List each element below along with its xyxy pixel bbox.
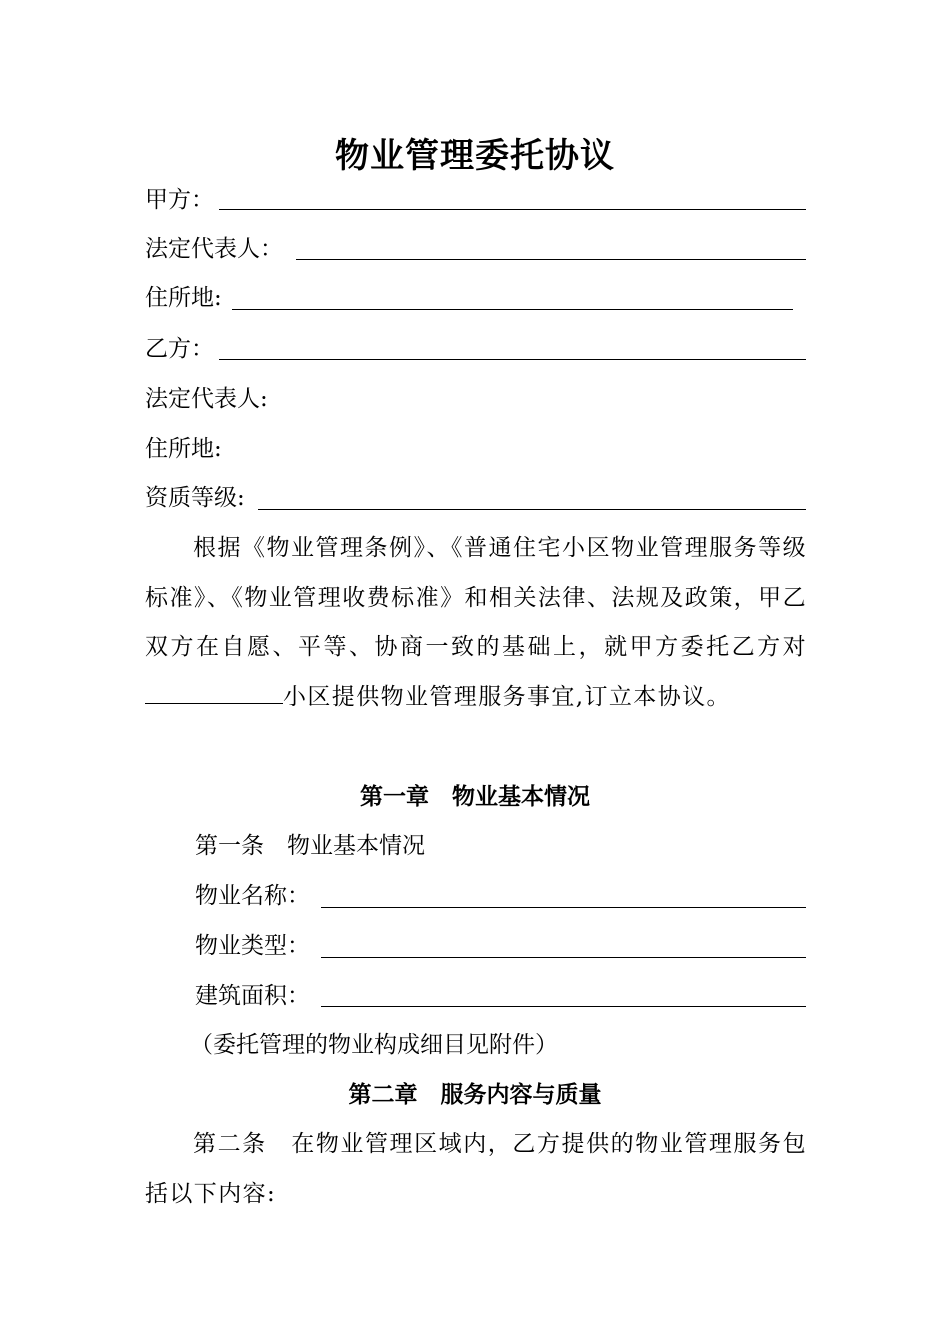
property-type-fill-line (321, 957, 806, 958)
chapter-1-heading: 第一章 物业基本情况 (360, 784, 590, 810)
party-b-rep-label: 法定代表人: (145, 386, 268, 412)
property-name-label: 物业名称： (195, 883, 310, 909)
party-b-label: 乙方： (145, 336, 214, 362)
party-a-label: 甲方： (145, 187, 214, 213)
community-name-blank (145, 681, 283, 704)
property-name-fill-line (321, 907, 806, 908)
party-a-address-fill-line (232, 309, 793, 310)
party-a-rep-label: 法定代表人： (145, 236, 283, 262)
article-1-heading: 第一条 物业基本情况 (195, 833, 425, 859)
chapter-2-heading: 第二章 服务内容与质量 (348, 1082, 602, 1108)
intro-text-part1: 根据《物业管理条例》、《普通住宅小区物业管理服务等级标准》、《物业管理收费标准》和相关法律、法规及政策，甲乙双方在自愿、平等、协商一致的基础上，就甲方委托乙方对 (145, 535, 807, 661)
qualification-fill-line (258, 509, 806, 510)
building-area-label: 建筑面积： (195, 983, 310, 1009)
intro-paragraph (145, 524, 807, 722)
document-title: 物业管理委托协议 (335, 136, 615, 176)
party-a-rep-fill-line (296, 259, 806, 260)
intro-text-part2: 小区提供物业管理服务事宜,订立本协议。 (283, 683, 731, 710)
party-a-address-label: 住所地: (145, 285, 222, 311)
building-area-fill-line (321, 1006, 806, 1007)
party-b-address-label: 住所地: (145, 436, 222, 462)
qualification-label: 资质等级: (145, 485, 245, 511)
property-type-label: 物业类型： (195, 933, 310, 959)
party-a-fill-line (219, 209, 806, 210)
party-b-fill-line (219, 359, 806, 360)
article-2-paragraph: 第二条 在物业管理区域内，乙方提供的物业管理服务包括以下内容: (145, 1131, 807, 1207)
annex-note: （委托管理的物业构成细目见附件） (190, 1032, 558, 1058)
